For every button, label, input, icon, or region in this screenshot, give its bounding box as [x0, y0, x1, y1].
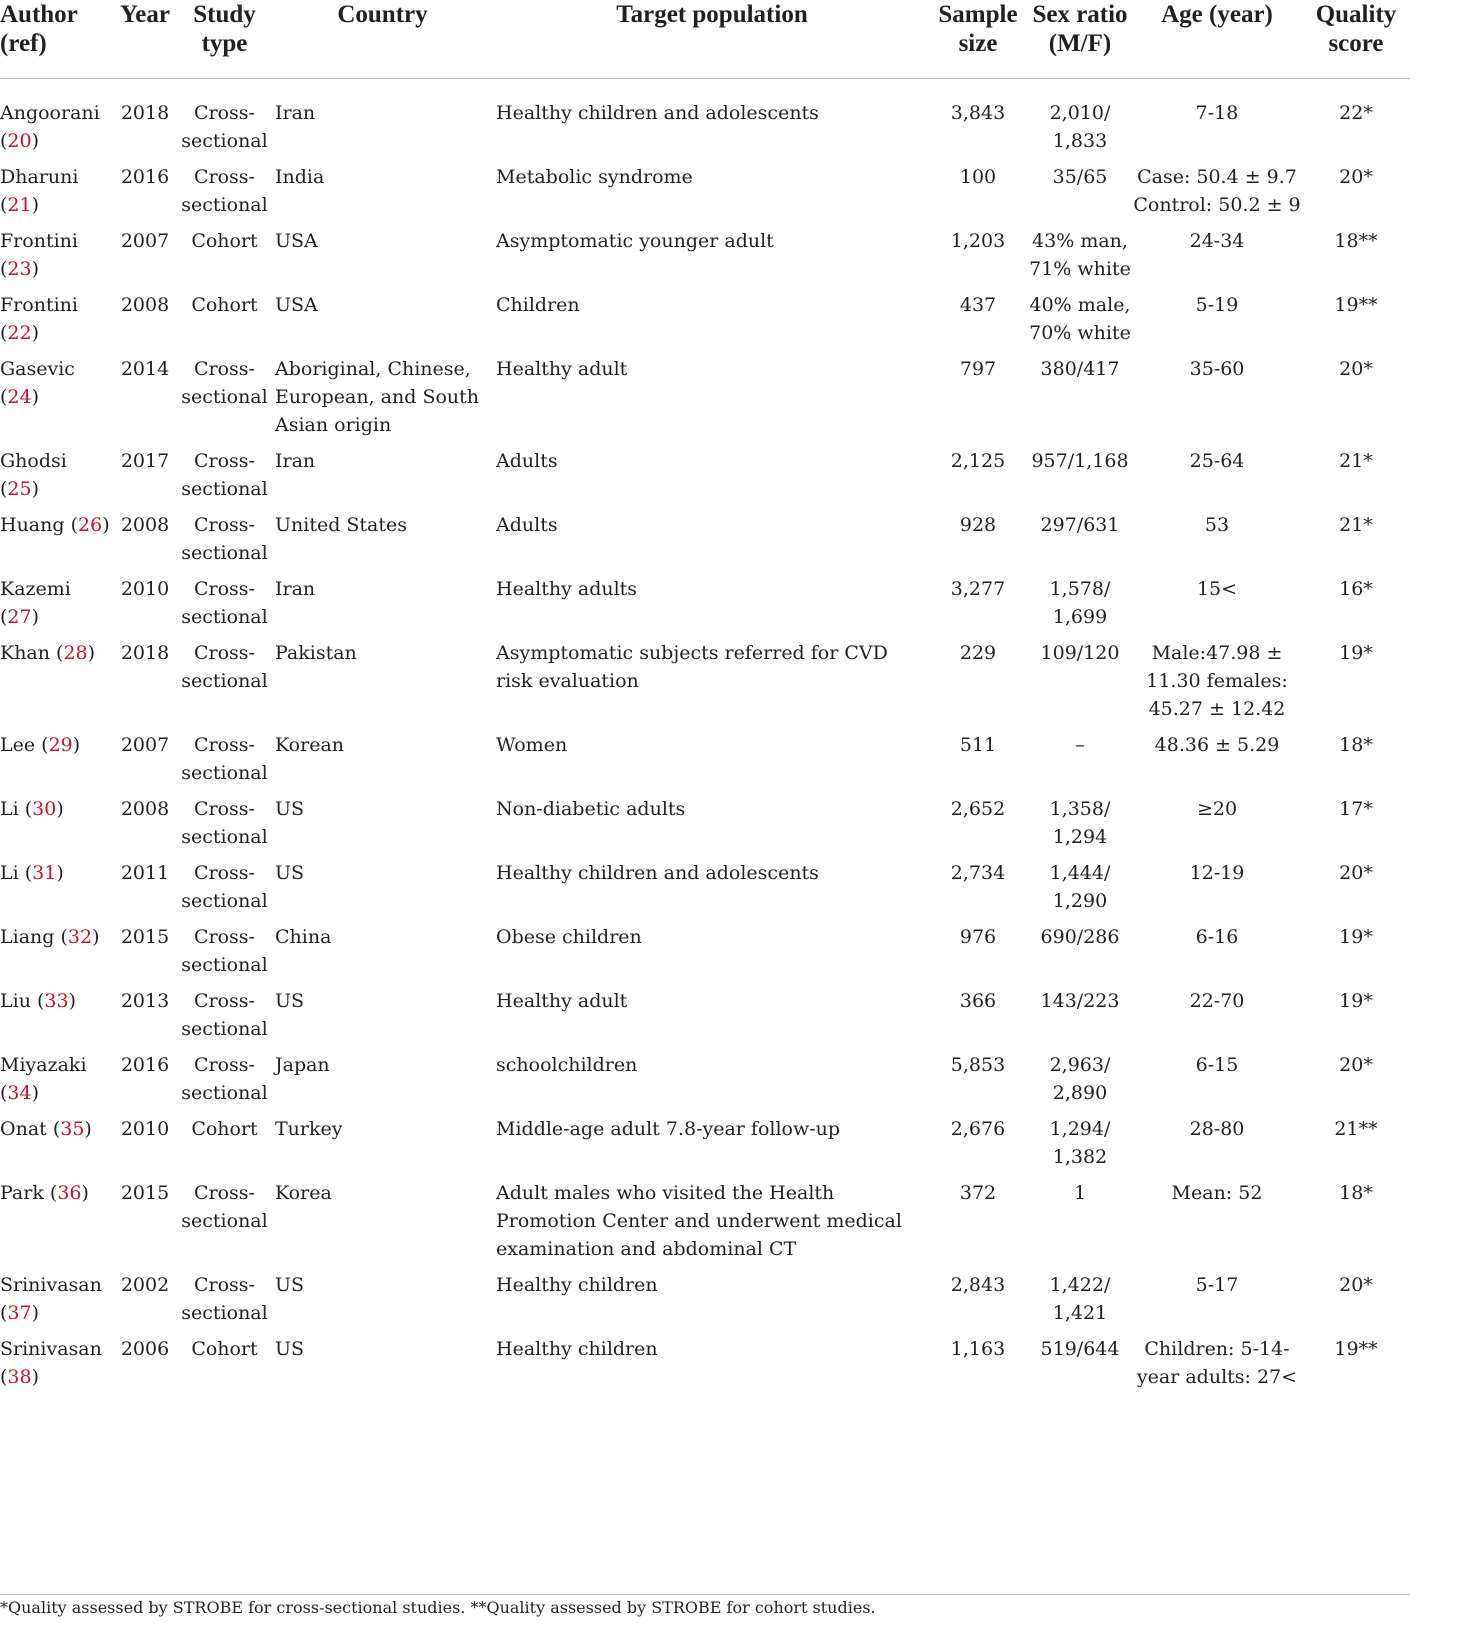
- cell-quality-score: 19**: [1334, 1338, 1378, 1360]
- table-row: [0, 851, 1410, 915]
- cell-year: 2008: [120, 798, 170, 820]
- cell-sample-size: 5,853: [950, 1054, 1006, 1076]
- cell-sample-size: 976: [959, 926, 997, 948]
- reference-link[interactable]: 20: [7, 130, 32, 152]
- cell-study-type: Cross-sectional: [181, 798, 268, 848]
- cell-sex-ratio: 2,963/ 2,890: [1049, 1054, 1111, 1104]
- cell-sex-ratio: 1,358/ 1,294: [1049, 798, 1111, 848]
- cell-sex-ratio: 40% male, 70% white: [1029, 294, 1131, 344]
- cell-country: US: [275, 862, 305, 884]
- cell-author: Khan (28): [0, 642, 96, 664]
- cell-country: Aboriginal, Chinese, European, and South Asian origin: [275, 358, 480, 436]
- reference-link[interactable]: 36: [57, 1182, 82, 1204]
- cell-year: 2018: [120, 102, 170, 124]
- cell-age: 53: [1204, 514, 1230, 536]
- table-row: [0, 219, 1410, 283]
- cell-age: 28-80: [1189, 1118, 1245, 1140]
- cell-author: Srinivasan (37): [0, 1274, 102, 1324]
- cell-quality-score: 22*: [1339, 102, 1373, 124]
- reference-link[interactable]: 37: [7, 1302, 32, 1324]
- cell-study-type: Cohort: [191, 294, 258, 316]
- cell-age: 6-15: [1195, 1054, 1239, 1076]
- cell-author: Dharuni (21): [0, 166, 79, 216]
- cell-study-type: Cross-sectional: [181, 166, 268, 216]
- header-sample-size: Sample size: [928, 0, 1028, 79]
- header-target-population: Target population: [496, 0, 928, 79]
- cell-target-population: Adult males who visited the Health Promotion Center and underwent medical examination and abdominal CT: [496, 1182, 902, 1260]
- header-author: Author (ref): [0, 0, 110, 79]
- table-row: [0, 1107, 1410, 1171]
- cell-sex-ratio: 297/631: [1040, 514, 1120, 536]
- author-name: Huang: [0, 514, 65, 536]
- reference-link[interactable]: 33: [44, 990, 69, 1012]
- reference-link[interactable]: 31: [32, 862, 57, 884]
- cell-author: Kazemi (27): [0, 578, 71, 628]
- cell-sample-size: 2,734: [950, 862, 1006, 884]
- table-row: [0, 1043, 1410, 1107]
- cell-quality-score: 19**: [1334, 294, 1378, 316]
- cell-sex-ratio: 957/1,168: [1031, 450, 1129, 472]
- cell-age: 25-64: [1189, 450, 1245, 472]
- cell-age: 5-19: [1195, 294, 1239, 316]
- author-name: Kazemi: [0, 578, 71, 600]
- cell-sample-size: 229: [959, 642, 997, 664]
- cell-author: Onat (35): [0, 1118, 92, 1140]
- reference-link[interactable]: 30: [32, 798, 57, 820]
- cell-author: Liu (33): [0, 990, 76, 1012]
- cell-country: US: [275, 1338, 305, 1360]
- cell-study-type: Cross-sectional: [181, 1274, 268, 1324]
- cell-sex-ratio: 1,444/ 1,290: [1049, 862, 1111, 912]
- cell-study-type: Cohort: [191, 1118, 258, 1140]
- cell-age: 12-19: [1189, 862, 1245, 884]
- cell-quality-score: 19*: [1339, 642, 1373, 664]
- cell-study-type: Cross-sectional: [181, 734, 268, 784]
- cell-author: Miyazaki (34): [0, 1054, 87, 1104]
- cell-study-type: Cross-sectional: [181, 514, 268, 564]
- cell-quality-score: 19*: [1339, 990, 1373, 1012]
- cell-quality-score: 18*: [1339, 734, 1373, 756]
- cell-sample-size: 2,843: [950, 1274, 1006, 1296]
- cell-sample-size: 1,163: [950, 1338, 1006, 1360]
- cell-author: Li (30): [0, 798, 64, 820]
- table-row: [0, 567, 1410, 631]
- cell-country: USA: [275, 294, 318, 316]
- cell-sex-ratio: 43% man, 71% white: [1029, 230, 1131, 280]
- cell-study-type: Cohort: [191, 1338, 258, 1360]
- cell-year: 2016: [120, 166, 170, 188]
- reference-link[interactable]: 22: [7, 322, 32, 344]
- cell-study-type: Cohort: [191, 230, 258, 252]
- cell-quality-score: 20*: [1339, 1054, 1373, 1076]
- cell-sex-ratio: 109/120: [1040, 642, 1120, 664]
- cell-country: United States: [275, 514, 408, 536]
- cell-age: 35-60: [1189, 358, 1245, 380]
- table-row: [0, 631, 1410, 723]
- cell-sample-size: 2,676: [950, 1118, 1006, 1140]
- cell-sex-ratio: –: [1075, 734, 1085, 756]
- cell-sex-ratio: 2,010/ 1,833: [1049, 102, 1111, 152]
- cell-target-population: Obese children: [496, 926, 642, 948]
- cell-sex-ratio: 1,578/ 1,699: [1049, 578, 1111, 628]
- cell-country: Japan: [275, 1054, 330, 1076]
- author-name: Onat: [0, 1118, 47, 1140]
- cell-year: 2016: [120, 1054, 170, 1076]
- cell-country: Turkey: [275, 1118, 343, 1140]
- table-row: [0, 915, 1410, 979]
- author-name: Liang: [0, 926, 55, 948]
- cell-quality-score: 18**: [1334, 230, 1378, 252]
- reference-link[interactable]: 24: [7, 386, 32, 408]
- author-name: Lee: [0, 734, 36, 756]
- table-row: [0, 979, 1410, 1043]
- reference-link[interactable]: 34: [7, 1082, 32, 1104]
- cell-study-type: Cross-sectional: [181, 1054, 268, 1104]
- header-age: Age (year): [1132, 0, 1302, 79]
- cell-age: 15<: [1196, 578, 1238, 600]
- cell-sample-size: 928: [959, 514, 997, 536]
- cell-year: 2010: [120, 578, 170, 600]
- cell-sex-ratio: 380/417: [1040, 358, 1120, 380]
- cell-age: 48.36 ± 5.29: [1154, 734, 1280, 756]
- cell-target-population: Non-diabetic adults: [496, 798, 686, 820]
- cell-target-population: Healthy children: [496, 1338, 658, 1360]
- cell-year: 2017: [120, 450, 170, 472]
- cell-author: Park (36): [0, 1182, 89, 1204]
- cell-study-type: Cross-sectional: [181, 990, 268, 1040]
- cell-country: India: [275, 166, 325, 188]
- author-name: Frontini: [0, 230, 78, 252]
- cell-target-population: Adults: [496, 450, 558, 472]
- cell-age: 22-70: [1189, 990, 1245, 1012]
- cell-author: Gasevic (24): [0, 358, 75, 408]
- author-name: Khan: [0, 642, 50, 664]
- cell-country: Pakistan: [275, 642, 357, 664]
- author-name: Gasevic: [0, 358, 75, 380]
- cell-author: Ghodsi (25): [0, 450, 67, 500]
- cell-year: 2002: [120, 1274, 170, 1296]
- cell-year: 2013: [120, 990, 170, 1012]
- cell-study-type: Cross-sectional: [181, 578, 268, 628]
- author-name: Liu: [0, 990, 31, 1012]
- cell-sex-ratio: 690/286: [1040, 926, 1120, 948]
- cell-sample-size: 372: [959, 1182, 997, 1204]
- cell-sample-size: 797: [959, 358, 997, 380]
- cell-country: USA: [275, 230, 318, 252]
- reference-link[interactable]: 38: [7, 1366, 32, 1388]
- cell-author: Srinivasan (38): [0, 1338, 102, 1388]
- cell-sample-size: 511: [959, 734, 997, 756]
- cell-quality-score: 21**: [1334, 1118, 1378, 1140]
- table-row: [0, 1263, 1410, 1327]
- author-name: Li: [0, 798, 19, 820]
- cell-sex-ratio: 143/223: [1040, 990, 1120, 1012]
- cell-sex-ratio: 519/644: [1040, 1338, 1120, 1360]
- cell-target-population: Healthy children and adolescents: [496, 862, 819, 884]
- header-year: Year: [110, 0, 180, 79]
- cell-country: US: [275, 990, 305, 1012]
- cell-year: 2007: [120, 734, 170, 756]
- cell-sample-size: 2,125: [950, 450, 1006, 472]
- reference-link[interactable]: 32: [67, 926, 93, 948]
- cell-target-population: Healthy adults: [496, 578, 638, 600]
- cell-author: Frontini (22): [0, 294, 78, 344]
- header-row: [0, 0, 1410, 79]
- author-name: Srinivasan: [0, 1274, 102, 1296]
- cell-quality-score: 18*: [1339, 1182, 1373, 1204]
- cell-year: 2015: [120, 926, 170, 948]
- cell-age: 6-16: [1195, 926, 1239, 948]
- cell-country: Iran: [275, 450, 316, 472]
- cell-year: 2015: [120, 1182, 170, 1204]
- cell-target-population: Healthy adult: [496, 358, 628, 380]
- cell-sample-size: 3,277: [950, 578, 1006, 600]
- table-row: [0, 79, 1410, 156]
- cell-author: Frontini (23): [0, 230, 78, 280]
- cell-country: US: [275, 798, 305, 820]
- author-name: Dharuni: [0, 166, 79, 188]
- author-name: Park: [0, 1182, 44, 1204]
- cell-country: Korean: [275, 734, 345, 756]
- reference-link[interactable]: 25: [7, 478, 32, 500]
- cell-year: 2008: [120, 514, 170, 536]
- cell-quality-score: 20*: [1339, 862, 1373, 884]
- cell-age: Case: 50.4 ± 9.7 Control: 50.2 ± 9: [1133, 166, 1301, 216]
- cell-target-population: Metabolic syndrome: [496, 166, 693, 188]
- cell-target-population: Asymptomatic younger adult: [496, 230, 774, 252]
- cell-sex-ratio: 1: [1073, 1182, 1087, 1204]
- author-name: Angoorani: [0, 102, 100, 124]
- cell-sample-size: 2,652: [950, 798, 1006, 820]
- cell-author: Angoorani (20): [0, 102, 100, 152]
- reference-link[interactable]: 27: [7, 606, 32, 628]
- cell-quality-score: 20*: [1339, 1274, 1373, 1296]
- cell-country: Korea: [275, 1182, 332, 1204]
- cell-target-population: schoolchildren: [496, 1054, 638, 1076]
- cell-country: Iran: [275, 102, 316, 124]
- reference-link[interactable]: 26: [78, 514, 103, 536]
- author-name: Miyazaki: [0, 1054, 87, 1076]
- cell-quality-score: 21*: [1339, 450, 1373, 472]
- cell-study-type: Cross-sectional: [181, 450, 268, 500]
- reference-link[interactable]: 21: [7, 194, 32, 216]
- author-name: Srinivasan: [0, 1338, 102, 1360]
- author-name: Ghodsi: [0, 450, 67, 472]
- cell-quality-score: 17*: [1339, 798, 1373, 820]
- cell-target-population: Women: [496, 734, 568, 756]
- cell-study-type: Cross-sectional: [181, 862, 268, 912]
- cell-target-population: Healthy children: [496, 1274, 658, 1296]
- cell-target-population: Middle-age adult 7.8-year follow-up: [496, 1118, 841, 1140]
- cell-sample-size: 1,203: [950, 230, 1006, 252]
- footnote-divider: [0, 1594, 1410, 1595]
- cell-country: China: [275, 926, 332, 948]
- cell-age: Mean: 52: [1171, 1182, 1263, 1204]
- table-footnote: *Quality assessed by STROBE for cross-sectional studies. **Quality assessed by STROBE for cohort studies.: [0, 1598, 876, 1617]
- cell-target-population: Adults: [496, 514, 558, 536]
- cell-sample-size: 100: [959, 166, 997, 188]
- table-body: [0, 79, 1410, 1392]
- cell-age: 5-17: [1195, 1274, 1239, 1296]
- cell-age: Children: 5-14-year adults: 27<: [1136, 1338, 1298, 1388]
- cell-author: Liang (32): [0, 926, 100, 948]
- reference-link[interactable]: 35: [60, 1118, 85, 1140]
- cell-target-population: Asymptomatic subjects referred for CVD risk evaluation: [496, 642, 888, 692]
- reference-link[interactable]: 28: [63, 642, 88, 664]
- cell-target-population: Children: [496, 294, 580, 316]
- cell-sample-size: 366: [959, 990, 997, 1012]
- cell-age: 24-34: [1189, 230, 1245, 252]
- cell-year: 2018: [120, 642, 170, 664]
- cell-study-type: Cross-sectional: [181, 358, 268, 408]
- table-row: [0, 787, 1410, 851]
- cell-target-population: Healthy children and adolescents: [496, 102, 819, 124]
- cell-author: Li (31): [0, 862, 64, 884]
- cell-country: US: [275, 1274, 305, 1296]
- header-study-type: Study type: [180, 0, 269, 79]
- cell-country: Iran: [275, 578, 316, 600]
- cell-quality-score: 20*: [1339, 358, 1373, 380]
- table-row: [0, 347, 1410, 439]
- cell-age: 7-18: [1195, 102, 1239, 124]
- cell-study-type: Cross-sectional: [181, 642, 268, 692]
- cell-year: 2011: [120, 862, 170, 884]
- cell-author: Huang (26): [0, 514, 110, 536]
- cell-sex-ratio: 1,294/ 1,382: [1049, 1118, 1111, 1168]
- table-row: [0, 723, 1410, 787]
- cell-year: 2007: [120, 230, 170, 252]
- author-name: Frontini: [0, 294, 78, 316]
- table-row: [0, 503, 1410, 567]
- cell-age: Male:47.98 ± 11.30 females: 45.27 ± 12.42: [1146, 642, 1288, 720]
- header-sex-ratio: Sex ratio (M/F): [1028, 0, 1132, 79]
- cell-year: 2006: [120, 1338, 170, 1360]
- header-country: Country: [269, 0, 496, 79]
- cell-sample-size: 3,843: [950, 102, 1006, 124]
- cell-quality-score: 21*: [1339, 514, 1373, 536]
- table-row: [0, 439, 1410, 503]
- cell-sample-size: 437: [959, 294, 997, 316]
- header-quality-score: Quality score: [1302, 0, 1410, 79]
- cell-target-population: Healthy adult: [496, 990, 628, 1012]
- table-row: [0, 1171, 1410, 1263]
- cell-quality-score: 19*: [1339, 926, 1373, 948]
- cell-study-type: Cross-sectional: [181, 1182, 268, 1232]
- table-row: [0, 1327, 1410, 1391]
- cell-study-type: Cross-sectional: [181, 926, 268, 976]
- author-name: Li: [0, 862, 19, 884]
- cell-sex-ratio: 1,422/ 1,421: [1049, 1274, 1111, 1324]
- cell-year: 2014: [120, 358, 170, 380]
- cell-study-type: Cross-sectional: [181, 102, 268, 152]
- cell-quality-score: 20*: [1339, 166, 1373, 188]
- cell-year: 2008: [120, 294, 170, 316]
- cell-age: ≥20: [1196, 798, 1238, 820]
- reference-link[interactable]: 23: [7, 258, 32, 280]
- cell-sex-ratio: 35/65: [1052, 166, 1108, 188]
- cell-author: Lee (29): [0, 734, 81, 756]
- table-row: [0, 283, 1410, 347]
- cell-year: 2010: [120, 1118, 170, 1140]
- cell-quality-score: 16*: [1339, 578, 1373, 600]
- reference-link[interactable]: 29: [48, 734, 73, 756]
- table-row: [0, 155, 1410, 219]
